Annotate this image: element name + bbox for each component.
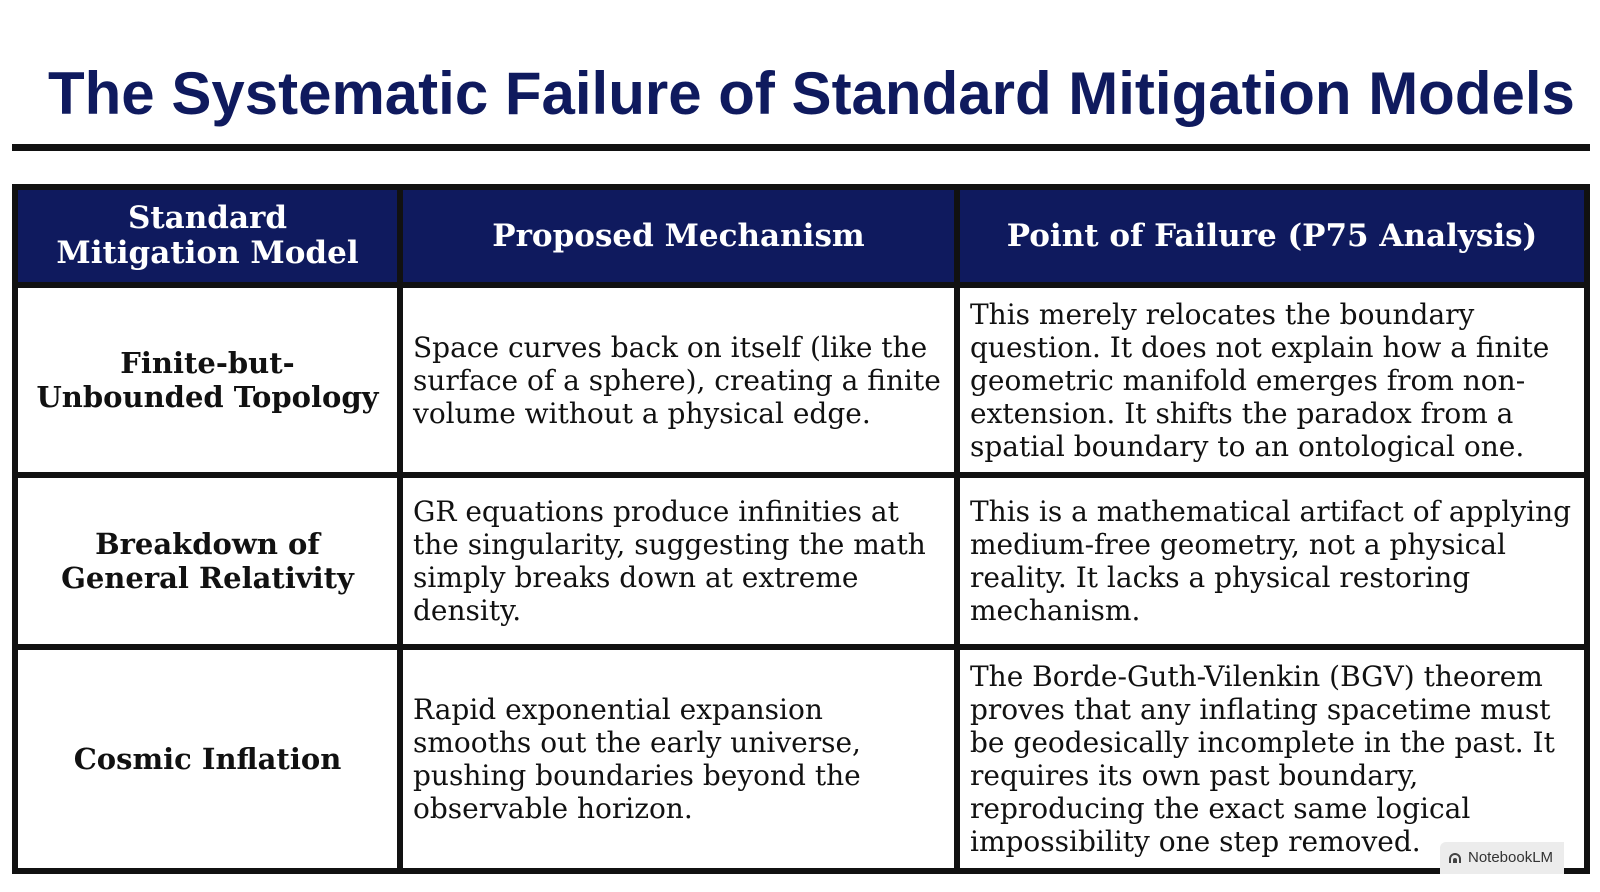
mitigation-models-table: [12, 184, 1590, 874]
model-cell: Finite-but-Unbounded Topology: [15, 285, 400, 475]
header-model: Standard Mitigation Model: [15, 187, 400, 285]
failure-cell: This is a mathematical artifact of applying medium-free geometry, not a physical reality. It lacks a physical restoring mechanism.: [957, 475, 1587, 647]
table-header-row: [15, 187, 1587, 285]
watermark-label: NotebookLM: [1468, 849, 1554, 866]
title-divider: [12, 144, 1590, 151]
failure-cell: The Borde-Guth-Vilenkin (BGV) theorem proves that any inflating spacetime must be geodesically incomplete in the past. It requires its own past boundary, reproducing the exact same logical impossibility one step removed.: [957, 647, 1587, 871]
mechanism-cell: Rapid exponential expansion smooths out the early universe, pushing boundaries beyond the observable horizon.: [400, 647, 957, 871]
failure-cell: This merely relocates the boundary question. It does not explain how a finite geometric manifold emerges from non-extension. It shifts the paradox from a spatial boundary to an ontological one.: [957, 285, 1587, 475]
notebooklm-logo-icon: [1448, 853, 1462, 863]
model-cell: Breakdown of General Relativity: [15, 475, 400, 647]
model-cell: Cosmic Inflation: [15, 647, 400, 871]
mechanism-cell: Space curves back on itself (like the surface of a sphere), creating a finite volume without a physical edge.: [400, 285, 957, 475]
slide-title: The Systematic Failure of Standard Mitigation Models: [48, 60, 1575, 127]
header-failure: Point of Failure (P75 Analysis): [957, 187, 1587, 285]
table-row: [15, 475, 1587, 647]
table-row: [15, 647, 1587, 871]
mechanism-cell: GR equations produce infinities at the singularity, suggesting the math simply breaks down at extreme density.: [400, 475, 957, 647]
header-mechanism: Proposed Mechanism: [400, 187, 957, 285]
notebooklm-watermark: [1440, 842, 1564, 874]
table-row: [15, 285, 1587, 475]
